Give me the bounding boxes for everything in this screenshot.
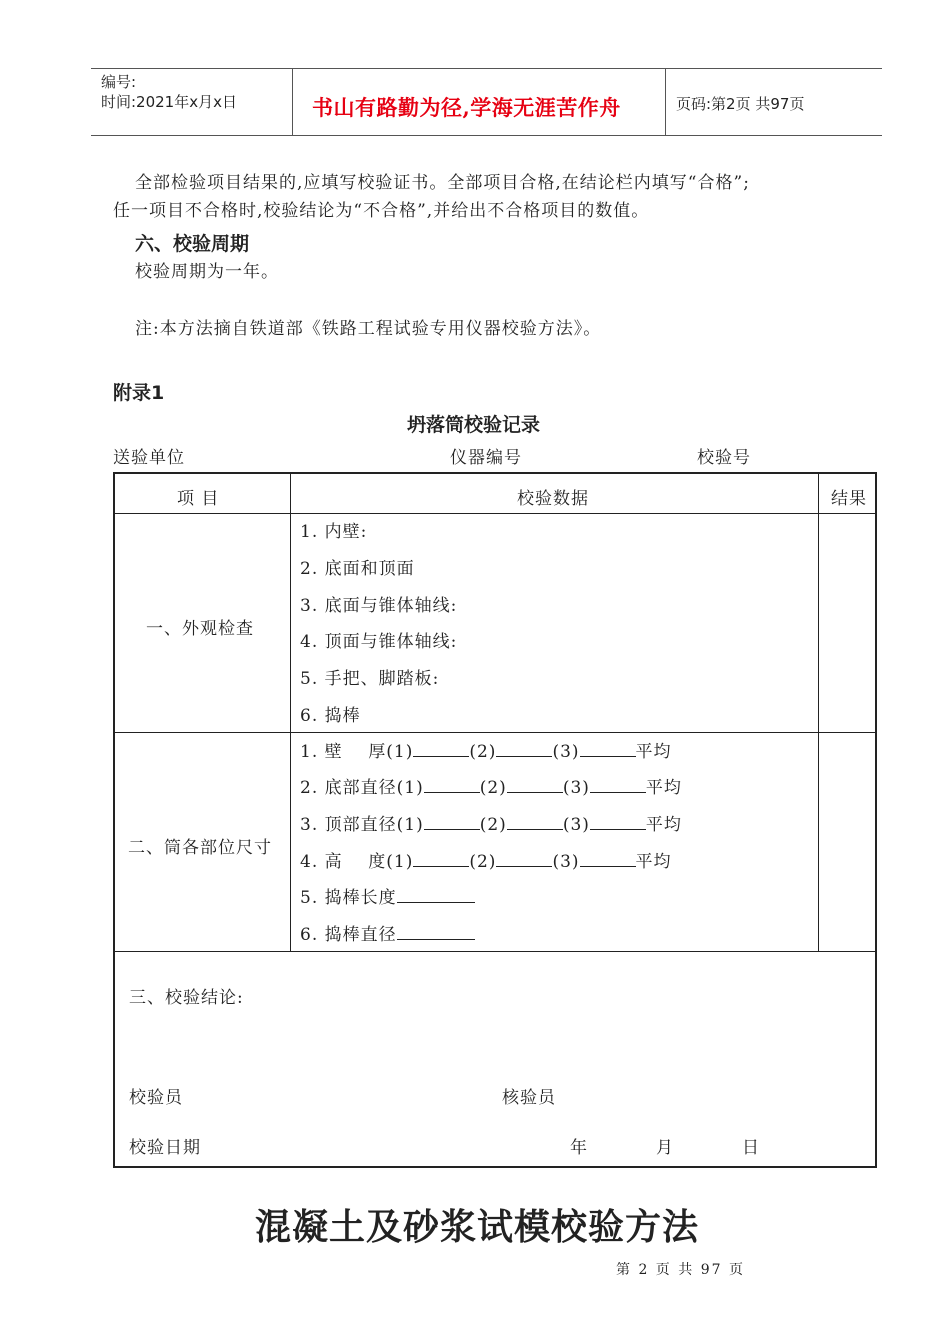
fill-blank[interactable] xyxy=(507,813,563,830)
checker-label: 核验员 xyxy=(502,1088,556,1108)
fill-blank[interactable] xyxy=(590,813,646,830)
dimension-row-no: 4. xyxy=(300,852,319,872)
header-bottom-rule xyxy=(91,135,882,136)
rod-diameter-row xyxy=(300,920,475,945)
dimension-row-name: 顶部直径 xyxy=(324,815,397,835)
header-divider-1 xyxy=(292,69,293,136)
inspector-label: 校验员 xyxy=(129,1088,183,1108)
fill-blank[interactable] xyxy=(397,923,475,940)
section-1-item: 3. 底面与锥体轴线: xyxy=(300,596,458,616)
calibration-record-table xyxy=(113,472,877,1168)
dimension-row xyxy=(300,847,672,872)
paren-2: (2) xyxy=(469,852,497,872)
date-label: 校验日期 xyxy=(129,1138,201,1158)
fill-blank[interactable] xyxy=(590,776,646,793)
header-time-label: 时间:2021年x月x日 xyxy=(101,93,237,111)
source-note: 注:本方法摘自铁道部《铁路工程试验专用仪器校验方法》。 xyxy=(135,319,602,339)
rod-length-row xyxy=(300,883,475,908)
col-divider-item xyxy=(290,474,291,951)
row-divider-1 xyxy=(115,732,875,733)
average-label: 平均 xyxy=(645,815,682,835)
appendix-label: 附录1 xyxy=(113,382,165,404)
date-day: 日 xyxy=(742,1138,760,1158)
dimension-row xyxy=(300,810,682,835)
date-year: 年 xyxy=(570,1138,588,1158)
dimension-row xyxy=(300,737,672,762)
header-divider-2 xyxy=(665,69,666,136)
fill-blank[interactable] xyxy=(397,886,475,903)
average-label: 平均 xyxy=(635,742,672,762)
section-3-label: 三、校验结论: xyxy=(129,988,244,1008)
header-motto: 书山有路勤为径,学海无涯苦作舟 xyxy=(312,95,621,120)
dimension-row-no: 2. xyxy=(300,778,319,798)
section-1-label: 一、外观检查 xyxy=(146,619,254,639)
paren-2: (2) xyxy=(469,742,497,762)
dimension-row-name: 壁 厚 xyxy=(324,742,387,762)
rod-length-label: 5. 捣棒长度 xyxy=(300,888,397,908)
fill-blank[interactable] xyxy=(424,776,480,793)
paren-2: (2) xyxy=(479,815,507,835)
section-2-label: 二、筒各部位尺寸 xyxy=(128,838,272,858)
date-month: 月 xyxy=(656,1138,674,1158)
section-1-item: 4. 顶面与锥体轴线: xyxy=(300,632,458,652)
row-divider-2 xyxy=(115,951,875,952)
rod-diameter-label: 6. 捣棒直径 xyxy=(300,925,397,945)
record-title: 坍落筒校验记录 xyxy=(407,414,541,436)
meta-submitting-unit: 送验单位 xyxy=(113,448,185,468)
paren-1: (1) xyxy=(396,778,424,798)
dimension-row-no: 1. xyxy=(300,742,319,762)
paren-3: (3) xyxy=(552,742,580,762)
fill-blank[interactable] xyxy=(413,740,469,757)
fill-blank[interactable] xyxy=(496,740,552,757)
section-6-text: 校验周期为一年。 xyxy=(135,262,279,282)
paren-1: (1) xyxy=(396,815,424,835)
row-divider-header xyxy=(115,513,875,514)
header-page-label: 页码:第2页 共97页 xyxy=(676,95,805,113)
fill-blank[interactable] xyxy=(496,850,552,867)
header-data: 校验数据 xyxy=(517,489,589,509)
average-label: 平均 xyxy=(645,778,682,798)
section-1-item: 5. 手把、脚踏板: xyxy=(300,669,440,689)
fill-blank[interactable] xyxy=(580,850,636,867)
paren-3: (3) xyxy=(562,815,590,835)
paren-1: (1) xyxy=(386,852,414,872)
section-1-item: 2. 底面和顶面 xyxy=(300,559,415,579)
header-number-label: 编号: xyxy=(101,73,137,91)
header-result: 结果 xyxy=(831,489,867,509)
meta-calibration-number: 校验号 xyxy=(697,448,751,468)
dimension-row-name: 高 度 xyxy=(324,852,387,872)
meta-instrument-number: 仪器编号 xyxy=(450,448,522,468)
next-section-title: 混凝土及砂浆试模校验方法 xyxy=(255,1207,700,1248)
average-label: 平均 xyxy=(635,852,672,872)
section-1-item: 1. 内壁: xyxy=(300,522,368,542)
paragraph-line-2: 任一项目不合格时,校验结论为“不合格”,并给出不合格项目的数值。 xyxy=(113,201,650,221)
section-6-heading: 六、校验周期 xyxy=(135,233,250,255)
fill-blank[interactable] xyxy=(507,776,563,793)
header-top-rule xyxy=(91,68,882,69)
section-1-item: 6. 捣棒 xyxy=(300,706,361,726)
fill-blank[interactable] xyxy=(424,813,480,830)
col-divider-result xyxy=(818,474,819,951)
fill-blank[interactable] xyxy=(413,850,469,867)
paren-1: (1) xyxy=(386,742,414,762)
paren-3: (3) xyxy=(552,852,580,872)
dimension-row-name: 底部直径 xyxy=(324,778,397,798)
dimension-row xyxy=(300,773,682,798)
dimension-row-no: 3. xyxy=(300,815,319,835)
paragraph-line-1: 全部检验项目结果的,应填写校验证书。全部项目合格,在结论栏内填写“合格”; xyxy=(135,173,750,193)
paren-3: (3) xyxy=(562,778,590,798)
page-footer: 第 2 页 共 97 页 xyxy=(616,1262,745,1278)
paren-2: (2) xyxy=(479,778,507,798)
fill-blank[interactable] xyxy=(580,740,636,757)
header-item: 项 目 xyxy=(177,489,220,509)
